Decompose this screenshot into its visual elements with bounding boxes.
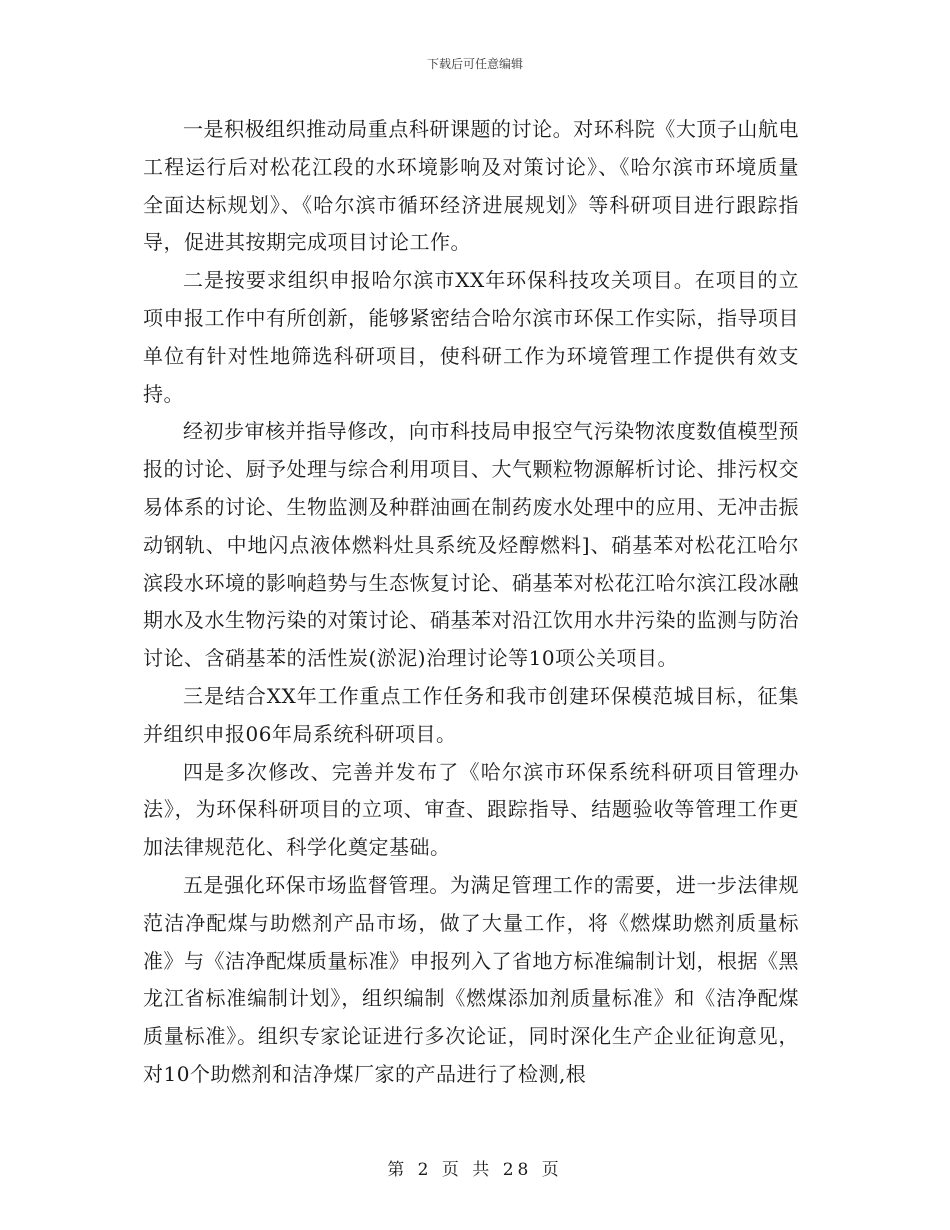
- paragraph-6: 五是强化环保市场监督管理。为满足管理工作的需要，进一步法律规范洁净配煤与助燃剂产品市场，做了大量工作，将《燃煤助燃剂质量标准》与《洁净配煤质量标准》申报列入了省地方标准编制计划，根据《黑龙江省标准编制计划》，组织编制《燃煤添加剂质量标准》和《洁净配煤质量标准》。组织专家论证进行多次论证，同时深化生产企业征询意见，对10个助燃剂和洁净煤厂家的产品进行了检测,根: [143, 872, 799, 1086]
- page-number-footer: 第 2 页 共 28 页: [387, 1160, 563, 1180]
- paragraph-2: 二是按要求组织申报哈尔滨市XX年环保科技攻关项目。在项目的立项申报工作中有所创新，能够紧密结合哈尔滨市环保工作实际，指导项目单位有针对性地筛选科研项目，使科研工作为环境管理工作提供有效支持。: [143, 268, 799, 406]
- document-body: [143, 111, 799, 1094]
- paragraph-4: 三是结合XX年工作重点工作任务和我市创建环保模范城目标，征集并组织申报06年局系统科研项目。: [143, 683, 799, 746]
- paragraph-1: 一是积极组织推动局重点科研课题的讨论。对环科院《大顶子山航电工程运行后对松花江段的水环境影响及对策讨论》、《哈尔滨市环境质量全面达标规划》、《哈尔滨市循环经济进展规划》等科研项目进行跟踪指导，促进其按期完成项目讨论工作。: [143, 117, 799, 255]
- page-header: 下载后可任意编辑: [426, 57, 523, 71]
- paragraph-5: 四是多次修改、完善并发布了《哈尔滨市环保系统科研项目管理办法》，为环保科研项目的立项、审查、跟踪指导、结题验收等管理工作更加法律规范化、科学化奠定基础。: [143, 759, 799, 860]
- paragraph-3: 经初步审核并指导修改，向市科技局申报空气污染物浓度数值模型预报的讨论、厨予处理与综合利用项目、大气颗粒物源解析讨论、排污权交易体系的讨论、生物监测及种群油画在制药废水处理中的应用、无冲击振动钢轨、中地闪点液体燃料灶具系统及烃醇燃料]、硝基苯对松花江哈尔滨段水环境的影响趋势与生态恢复讨论、硝基苯对松花江哈尔滨江段冰融期水及水生物污染的对策讨论、硝基苯对沿江饮用水井污染的监测与防治讨论、含硝基苯的活性炭(淤泥)治理讨论等10项公关项目。: [143, 419, 799, 671]
